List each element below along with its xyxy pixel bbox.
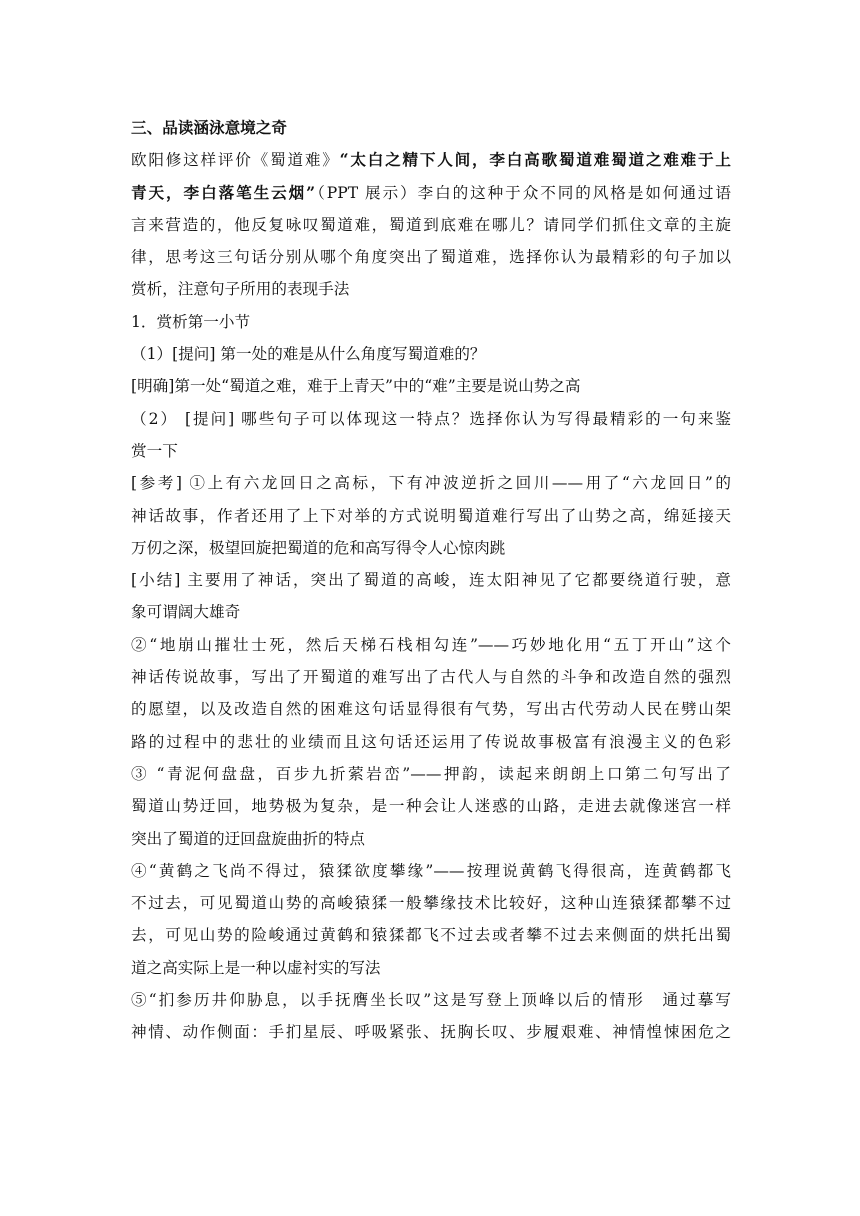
summary-line-2: 象可谓阔大雄奇: [131, 603, 241, 622]
point-3-line-2: 蜀道山势迂回，地势极为复杂，是一种会让人迷惑的山路，走进去就像迷宫一样: [131, 797, 731, 816]
point-5-line-2: 神情、动作侧面：手扪星辰、呼吸紧张、抚胸长叹、步履艰难、神情惶悚困危之: [131, 1023, 731, 1042]
reference-line-1: [参考] ①上有六龙回日之高标，下有冲波逆折之回川——用了“六龙回日”的: [131, 474, 731, 493]
part1-title: 1．赏析第一小节: [131, 312, 251, 331]
point-2-line-4: 路的过程中的悲壮的业绩而且这句话还运用了传说故事极富有浪漫主义的色彩: [131, 732, 731, 751]
point-2-line-2: 神话传说故事，写出了开蜀道的难写出了古代人与自然的斗争和改造自然的强烈: [131, 668, 731, 687]
point-4-line-4: 道之高实际上是一种以虚衬实的写法: [131, 958, 381, 977]
point-2-line-3: 的愿望，以及改造自然的困难这句话显得很有气势，写出古代劳动人民在劈山架: [131, 700, 731, 719]
intro-line-1: [131, 144, 731, 176]
question-2-line-2: 赏一下: [131, 441, 178, 460]
intro-line-3: 言来营造的，他反复咏叹蜀道难，蜀道到底难在哪儿？请同学们抓住文章的主旋: [131, 215, 731, 234]
reference-line-3: 万仞之深，极望回旋把蜀道的危和高写得令人心惊肉跳: [131, 538, 506, 557]
point-2-line-1: ②“地崩山摧壮士死，然后天梯石栈相勾连”——巧妙地化用“五丁开山”这个: [131, 635, 731, 654]
intro-text: （PPT 展示）李白的这种于众不同的风格是如何通过语: [315, 183, 731, 202]
point-5-line-1: ⑤“扪参历井仰胁息，以手抚膺坐长叹”这是写登上顶峰以后的情形 通过摹写: [131, 991, 731, 1010]
intro-line-4: 律，思考这三句话分别从哪个角度突出了蜀道难，选择你认为最精彩的句子加以: [131, 248, 731, 267]
reference-line-2: 神话故事，作者还用了上下对举的方式说明蜀道难行写出了山势之高，绵延接天: [131, 506, 731, 525]
point-3-line-3: 突出了蜀道的迂回盘旋曲折的特点: [131, 829, 365, 848]
answer-1: [明确]第一处“蜀道之难，难于上青天”中的“难”主要是说山势之高: [131, 377, 581, 396]
point-4-line-1: ④“黄鹤之飞尚不得过，猿猱欲度攀缘”——按理说黄鹤飞得很高，连黄鹤都飞: [131, 861, 731, 880]
point-4-line-2: 不过去，可见蜀道山势的高峻猿猱一般攀缘技术比较好，这种山连猿猱都攀不过: [131, 894, 731, 913]
point-3-line-1: ③ “青泥何盘盘，百步九折萦岩峦”——押韵，读起来朗朗上口第二句写出了: [131, 764, 731, 783]
intro-line-5: 赏析，注意句子所用的表现手法: [131, 280, 350, 299]
section-heading: 三、品读涵泳意境之奇: [131, 118, 287, 137]
intro-quote-end: 青天，李白落笔生云烟”: [131, 182, 316, 202]
document-body: [131, 112, 731, 1049]
question-1: （1）[提问] 第一处的难是从什么角度写蜀道难的？: [131, 345, 486, 364]
point-4-line-3: 去，可见山势的险峻通过黄鹤和猿猱都飞不过去或者攀不过去来侧面的烘托出蜀: [131, 926, 731, 945]
summary-line-1: [小结] 主要用了神话，突出了蜀道的高峻，连太阳神见了它都要绕道行驶，意: [131, 571, 731, 590]
intro-line-2: [131, 177, 731, 209]
question-2-line-1: （2） [提问] 哪些句子可以体现这一特点？选择你认为写得最精彩的一句来鉴: [131, 409, 731, 428]
intro-text: 欧阳修这样评价《蜀道难》: [131, 151, 340, 170]
intro-quote: “太白之精下人间，李白高歌蜀道难蜀道之难难于上: [339, 150, 731, 170]
